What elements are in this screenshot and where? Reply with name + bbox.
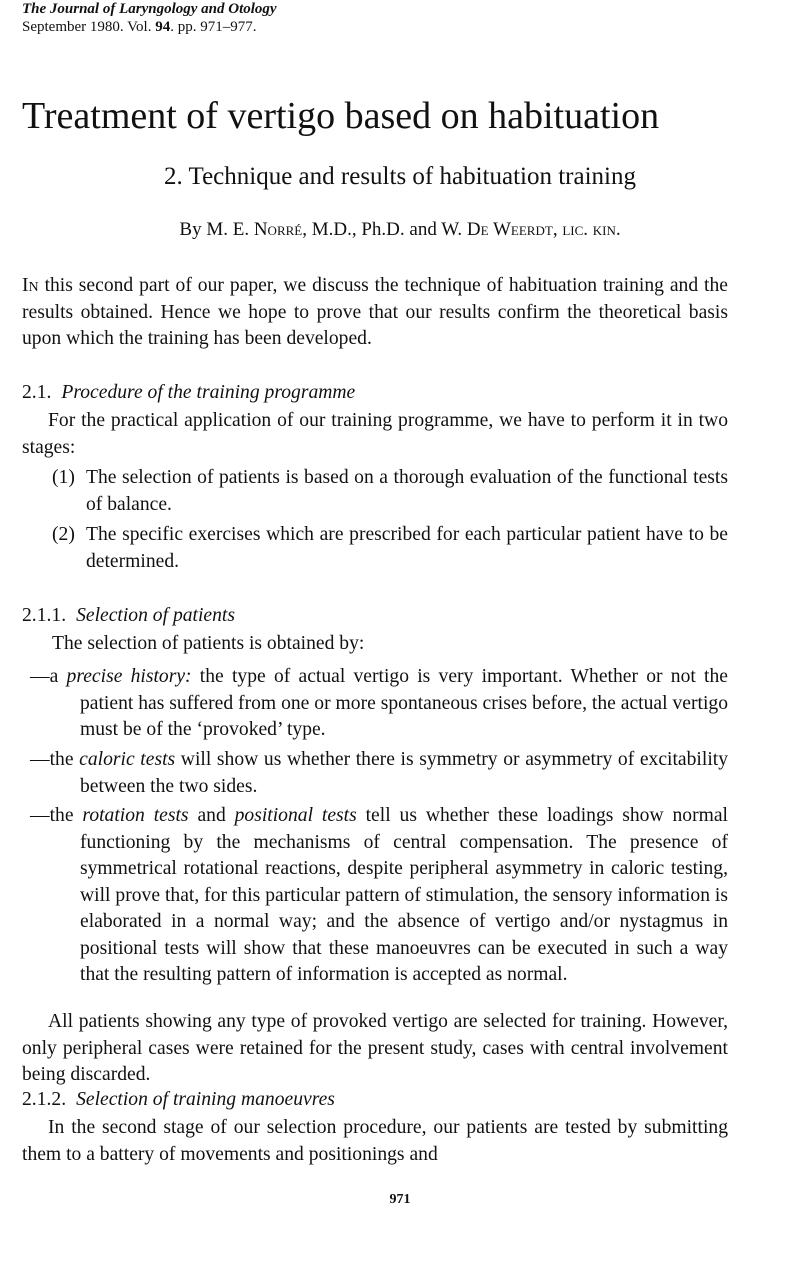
citation-line <box>22 18 256 37</box>
list-item-label: (2) <box>52 524 75 545</box>
dash-prefix: —the <box>30 749 80 770</box>
section-heading-2-1-1 <box>22 603 235 629</box>
section-number: 2.1.2. <box>22 1089 67 1110</box>
section-title: Selection of training manoeuvres <box>76 1089 335 1110</box>
intro-text: this second part of our paper, we discuss the technique of habituation training and the results obtained. Hence we hope to prove that our results confirm the theoretical basis upon which the training has been developed. <box>22 275 728 349</box>
dash-item-history <box>30 664 728 744</box>
section-2-1-1-closing: All patients showing any type of provoked vertigo are selected for training. However, only peripheral cases were retained for the present study, cases with central involvement being discarded. <box>22 1011 728 1085</box>
section-heading-2-1-2 <box>22 1087 335 1113</box>
citation-pre: September 1980. Vol. <box>22 19 156 35</box>
section-2-1-2-paragraph: In the second stage of our selection procedure, our patients are tested by submitting them to a battery of movements and positionings and <box>22 1117 728 1165</box>
dash-emphasis: precise history: <box>66 666 192 687</box>
intro-dropcap: In <box>22 275 39 296</box>
dash-text: the type of actual vertigo is very important. Whether or not the patient has suffered from one or more spontaneous crises before, the actual vertigo must be of the ‘provoked’ type. <box>80 666 728 740</box>
section-title: Selection of patients <box>76 605 235 626</box>
intro-paragraph <box>22 273 728 353</box>
dash-emphasis: caloric tests <box>79 749 176 770</box>
citation-post: . pp. 971–977. <box>170 19 257 35</box>
author2-name: De Weerdt <box>466 219 553 240</box>
section-title: Procedure of the training programme <box>61 382 356 403</box>
section-heading-2-1 <box>22 380 355 406</box>
dash-item-caloric <box>30 747 728 800</box>
page-number: 971 <box>389 1192 411 1207</box>
dash-emphasis: positional tests <box>234 805 357 826</box>
list-item-text: The selection of patients is based on a thorough evaluation of the functional tests of balance. <box>86 467 728 515</box>
list-item <box>52 465 728 518</box>
author1-degree: , M.D., Ph.D. and W. <box>302 219 467 240</box>
dash-text: and <box>188 805 235 826</box>
dash-prefix: —a <box>30 666 67 687</box>
section-2-1-paragraph: For the practical application of our training programme, we have to perform it in two stages: <box>22 410 728 458</box>
author1-name: Norré <box>253 219 303 240</box>
dash-emphasis: rotation tests <box>82 805 189 826</box>
list-item <box>52 522 728 575</box>
dash-prefix: —the <box>30 805 83 826</box>
article-title: Treatment of vertigo based on habituation <box>22 95 660 137</box>
article-subtitle: 2. Technique and results of habituation training <box>164 163 636 190</box>
author-line <box>0 217 800 243</box>
section-number: 2.1.1. <box>22 605 67 626</box>
dash-text: tell us whether these loadings show normal functioning by the mechanisms of central compensation. The presence of symmetrical rotational reactions, despite peripheral asymmetry in caloric testing, will prove that, for this particular pattern of stimulation, the sensory information is elaborated in a normal way; and the absence of vertigo and/or nystagmus in positional tests will show that these manoeuvres can be executed in such a way that the resulting pattern of information is accepted as normal. <box>80 805 728 985</box>
section-2-1-1-paragraph: The selection of patients is obtained by: <box>52 633 365 654</box>
dash-item-rotation <box>30 803 728 989</box>
list-item-text: The specific exercises which are prescribed for each particular patient have to be determined. <box>86 524 728 572</box>
author2-degree: , lic. kin. <box>552 219 621 240</box>
dash-text: will show us whether there is symmetry or asymmetry of excitability between the two sides. <box>80 749 729 797</box>
journal-name: The Journal of Laryngology and Otology <box>22 1 277 17</box>
author-by: By M. E. <box>179 219 254 240</box>
list-item-label: (1) <box>52 467 75 488</box>
section-number: 2.1. <box>22 382 52 403</box>
citation-volume: 94 <box>155 19 171 35</box>
